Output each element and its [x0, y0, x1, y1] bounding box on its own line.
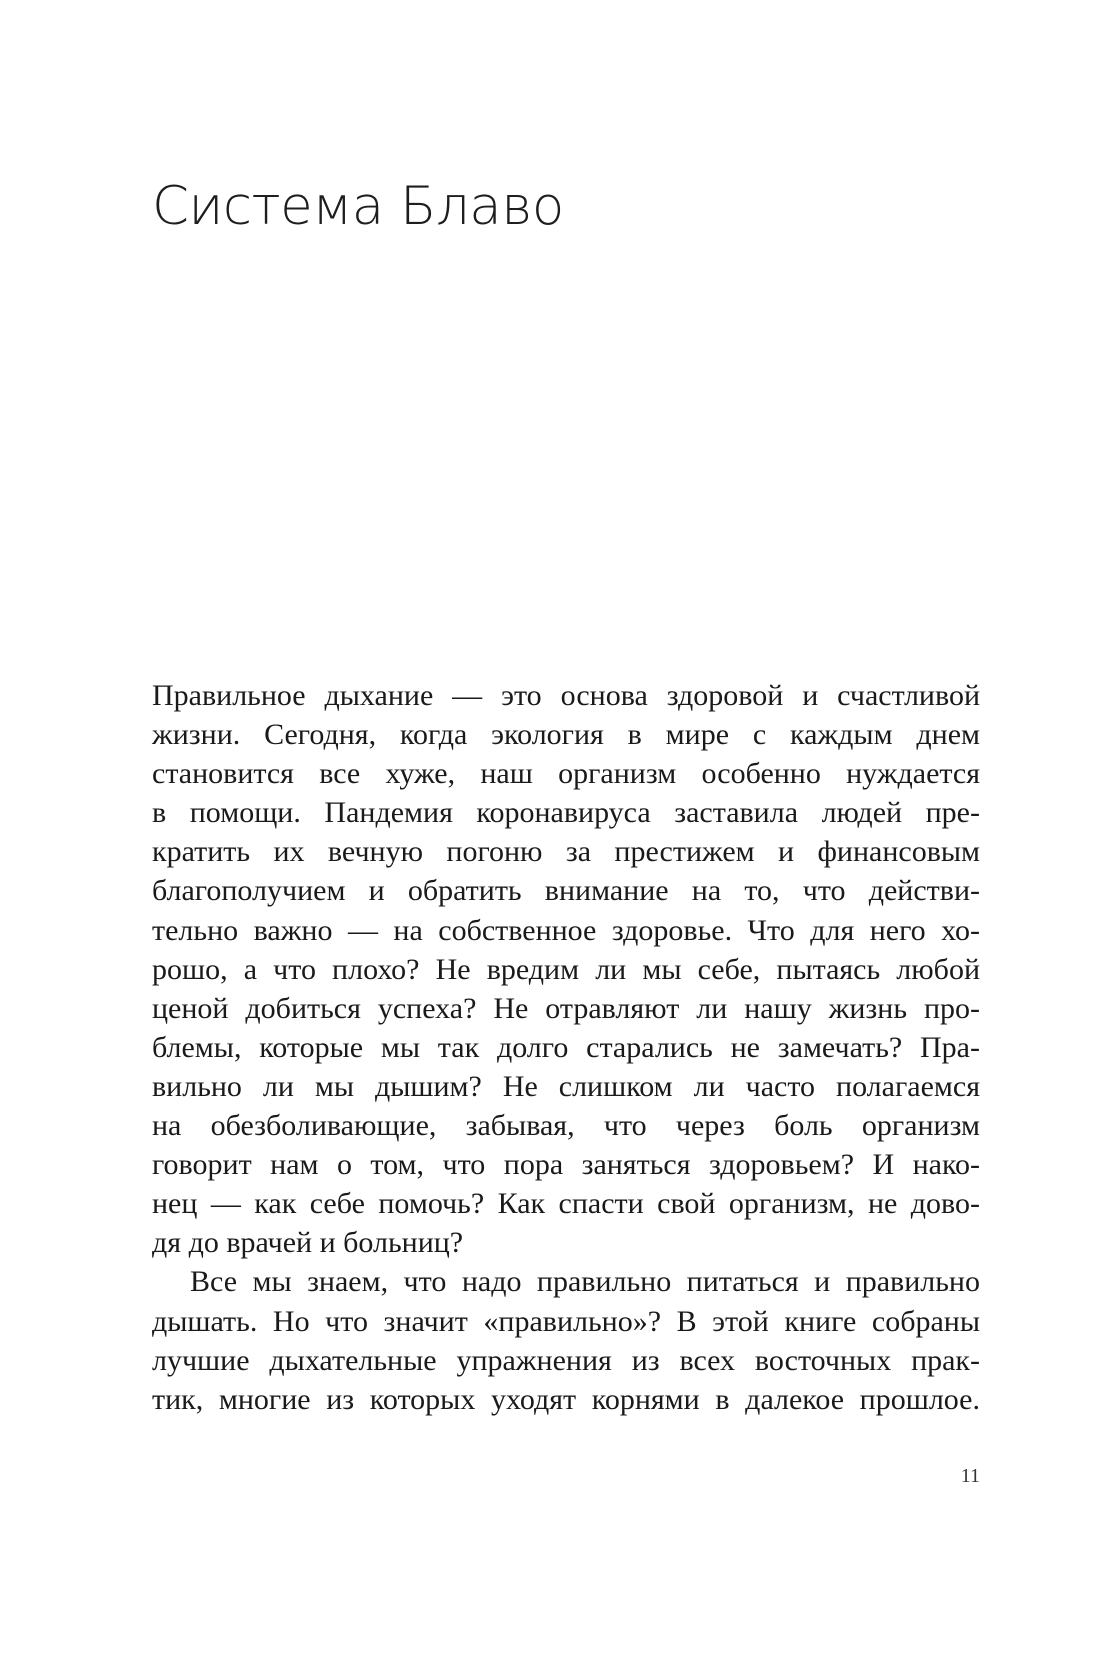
chapter-title: Система Блаво: [152, 176, 564, 237]
text-line: блемы, которые мы так долго старались не замечать? Пра-: [152, 1030, 980, 1064]
text-line: кратить их вечную погоню за престижем и финансовым: [152, 835, 980, 869]
text-line: дя до врачей и больниц?: [152, 1226, 464, 1260]
text-line: дышать. Но что значит «правильно»? В этой книге собраны: [152, 1304, 980, 1338]
body-text: [152, 676, 980, 1419]
text-line: Правильное дыхание — это основа здоровой и счастливой: [152, 679, 980, 712]
text-line: тельно важно — на собственное здоровье. Что для него хо-: [152, 913, 980, 947]
text-line: жизни. Сегодня, когда экология в мире с каждым днем: [152, 718, 980, 752]
text-line: ценой добиться успеха? Не отравляют ли нашу жизнь про-: [152, 991, 980, 1025]
text-line: благополучием и обратить внимание на то, что действи-: [152, 874, 980, 908]
text-line: вильно ли мы дышим? Не слишком ли часто полагаемся: [152, 1069, 980, 1103]
page-number: 11: [960, 1465, 980, 1487]
text-line: тик, многие из которых уходят корнями в далекое прошлое.: [152, 1382, 980, 1416]
text-line: лучшие дыхательные упражнения из всех восточных прак-: [152, 1343, 980, 1377]
text-line: нец — как себе помочь? Как спасти свой организм, не дово-: [152, 1187, 980, 1221]
text-line: становится все хуже, наш организм особенно нуждается: [152, 757, 980, 791]
text-line: говорит нам о том, что пора заняться здоровьем? И нако-: [152, 1148, 980, 1182]
text-line: в помощи. Пандемия коронавируса заставила людей пре-: [152, 796, 980, 830]
text-line: рошо, а что плохо? Не вредим ли мы себе, пытаясь любой: [152, 952, 980, 986]
paragraph-2: [152, 1262, 980, 1418]
text-line: Все мы знаем, что надо правильно питаться и правильно: [190, 1265, 980, 1299]
text-line: на обезболивающие, забывая, что через боль организм: [152, 1109, 980, 1143]
paragraph-1: [152, 676, 980, 1262]
